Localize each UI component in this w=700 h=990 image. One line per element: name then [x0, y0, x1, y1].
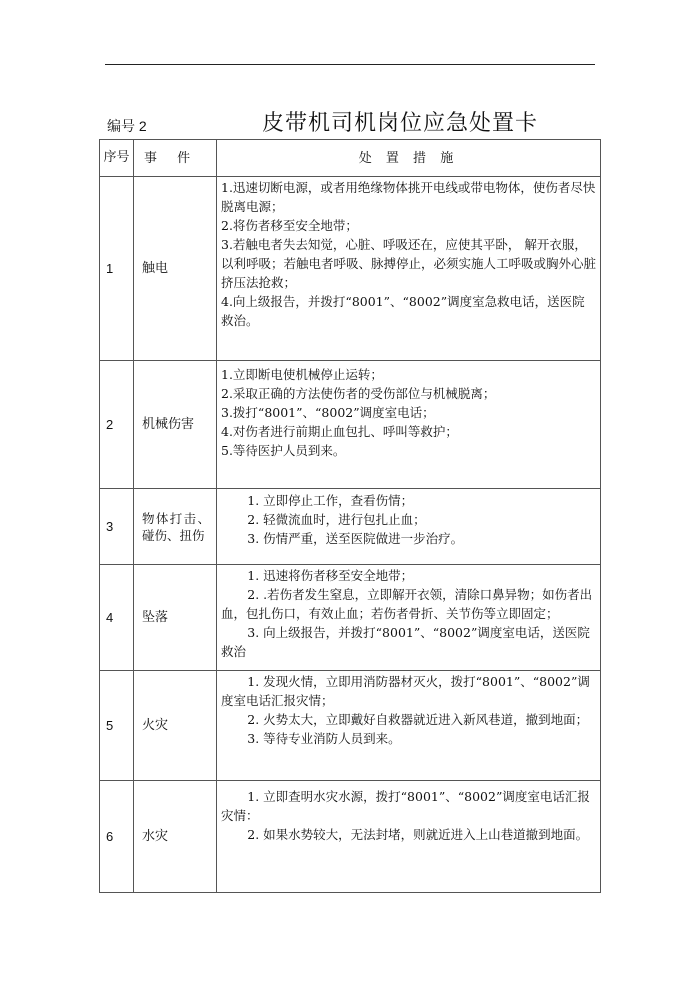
row-event: 火灾	[134, 671, 217, 781]
table-row	[100, 177, 601, 361]
measure-item: 5.等待医护人员到来。	[221, 443, 346, 458]
measure-item: 3.拨打“8001”、“8002”调度室电话；	[221, 405, 435, 420]
table-row	[100, 781, 601, 893]
measure-item: 4.向上级报告，并拨打“8001”、“8002”调度室急救电话，送医院救治。	[221, 294, 585, 328]
table-row	[100, 671, 601, 781]
card-number: 编号 2	[107, 118, 147, 134]
table-header-row	[100, 140, 601, 177]
row-seq: 2	[100, 361, 134, 489]
header-seq: 序号	[100, 140, 134, 177]
row-measures	[217, 671, 601, 781]
measure-item: 1.立即断电使机械停止运转；	[221, 367, 383, 382]
measure-item: 2. 轻微流血时，进行包扎止血；	[247, 512, 426, 527]
measure-item: 1. 立即查明水灾水源，拨打“8001”、“8002”调度室电话汇报灾情：	[221, 789, 590, 823]
table-row	[100, 565, 601, 671]
measure-item: 2. 火势太大，立即戴好自救器就近进入新风巷道，撤到地面；	[247, 712, 589, 727]
row-measures	[217, 781, 601, 893]
table-row	[100, 361, 601, 489]
measure-item: 3. 等待专业消防人员到来。	[247, 731, 401, 746]
measure-item: 1.迅速切断电源，或者用绝缘物体挑开电线或带电物体，使伤者尽快脱离电源；	[221, 180, 596, 214]
emergency-table	[99, 139, 601, 893]
measure-item: 4.对伤者进行前期止血包扎、呼叫等救护；	[221, 424, 458, 439]
measure-item: 2. .若伤者发生窒息，立即解开衣领，清除口鼻异物；如伤者出血，包扎伤口，有效止血；若伤者骨折、关节伤等立即固定；	[221, 587, 593, 621]
table-row	[100, 489, 601, 565]
header-measures: 处 置 措 施	[217, 140, 601, 177]
measure-item: 2.采取正确的方法使伤者的受伤部位与机械脱离；	[221, 386, 496, 401]
measure-item: 1. 迅速将伤者移至安全地带；	[247, 568, 414, 583]
header-event: 事 件	[134, 140, 217, 177]
row-event: 物体打击、碰伤、扭伤	[134, 489, 217, 565]
row-event: 坠落	[134, 565, 217, 671]
row-event: 触电	[134, 177, 217, 361]
row-event: 水灾	[134, 781, 217, 893]
row-measures	[217, 177, 601, 361]
row-seq: 5	[100, 671, 134, 781]
measure-item: 3. 伤情严重，送至医院做进一步治疗。	[247, 531, 464, 546]
measure-item: 2.将伤者移至安全地带；	[221, 218, 358, 233]
row-seq: 4	[100, 565, 134, 671]
measure-item: 1. 发现火情，立即用消防器材灭火，拨打“8001”、“8002”调度室电话汇报灾情；	[221, 674, 590, 708]
measure-item: 3. 向上级报告，并拨打“8001”、“8002”调度室电话，送医院救治	[221, 625, 590, 659]
row-seq: 3	[100, 489, 134, 565]
page-title: 皮带机司机岗位应急处置卡	[262, 111, 539, 136]
row-seq: 1	[100, 177, 134, 361]
measure-item: 2. 如果水势较大，无法封堵，则就近进入上山巷道撤到地面。	[247, 827, 589, 842]
row-event: 机械伤害	[134, 361, 217, 489]
row-measures	[217, 489, 601, 565]
row-seq: 6	[100, 781, 134, 893]
row-measures	[217, 565, 601, 671]
row-measures	[217, 361, 601, 489]
top-rule	[105, 64, 595, 65]
measure-item: 3.若触电者失去知觉，心脏、呼吸还在，应使其平卧， 解开衣服，以利呼吸；若触电者呼吸、脉搏停止，必须实施人工呼吸或胸外心脏挤压法抢救；	[221, 237, 597, 290]
measure-item: 1. 立即停止工作，查看伤情；	[247, 493, 414, 508]
